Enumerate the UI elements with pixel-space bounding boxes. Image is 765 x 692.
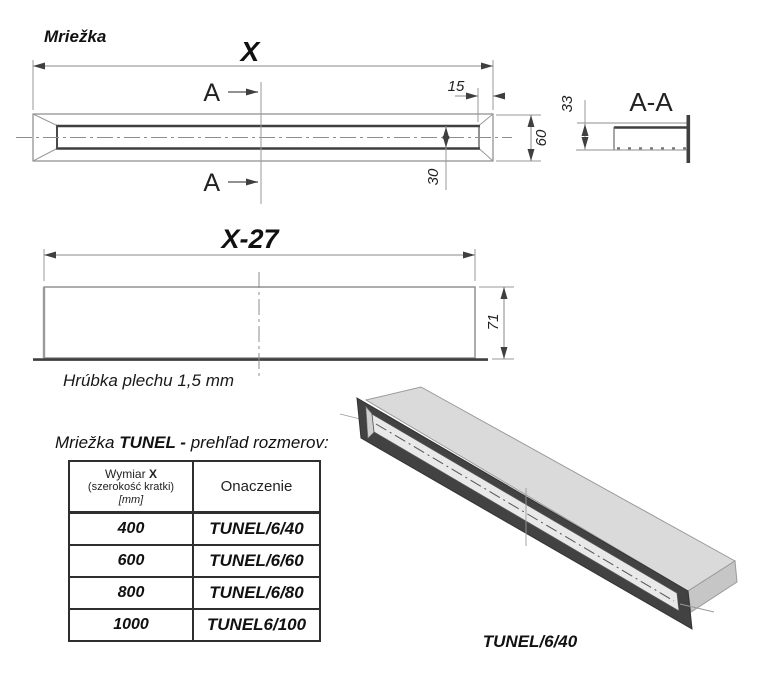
dim-33-label: 33 [559,95,576,113]
dim-15-label: 15 [447,78,465,95]
size-value: 1000 [69,609,193,641]
dim-30-label: 30 [425,168,442,186]
table-header-row [69,461,320,513]
dim-x-label: X [240,36,260,67]
product-code: TUNEL6/100 [193,609,320,641]
table-title-prefix: Mriežka [55,433,120,452]
sheet-thickness-note: Hrúbka plechu 1,5 mm [63,371,235,390]
dim-x27-label: X-27 [221,224,279,254]
size-table-wrapper [68,460,321,642]
size-value: 800 [69,577,193,609]
flange-edge [687,115,691,163]
product-code: TUNEL/6/80 [193,577,320,609]
header-dimension [69,461,193,513]
size-value: 600 [69,545,193,577]
iso-view-drawing [340,387,737,629]
size-value: 400 [69,513,193,546]
dim-71-label: 71 [485,313,502,331]
top-view-drawing [16,36,550,204]
size-table [68,460,321,642]
product-code: TUNEL/6/40 [193,513,320,546]
front-view-drawing [33,224,514,377]
header-wymiar: Wymiar [105,466,149,481]
iso-view-caption: TUNEL/6/40 [482,632,578,651]
section-a-bottom-label: A [203,169,220,197]
dim-60-label: 60 [533,129,550,147]
table-row [69,577,320,609]
iso-top-face [366,387,735,591]
header-width-note: (szerokość kratki) [87,480,175,493]
table-title [55,433,329,453]
section-a-top-label: A [203,79,220,107]
table-row [69,513,320,546]
product-code: TUNEL/6/60 [193,545,320,577]
page-title: Mriežka [44,27,107,46]
table-row [69,609,320,641]
section-view-drawing [559,87,690,163]
header-designation: Onaczenie [193,461,320,513]
table-row [69,545,320,577]
table-title-product: TUNEL - [119,433,191,452]
header-x: X [148,466,157,481]
section-view-title: A-A [629,87,673,117]
header-unit: [mm] [118,493,144,506]
table-title-suffix: prehľad rozmerov: [190,433,329,452]
